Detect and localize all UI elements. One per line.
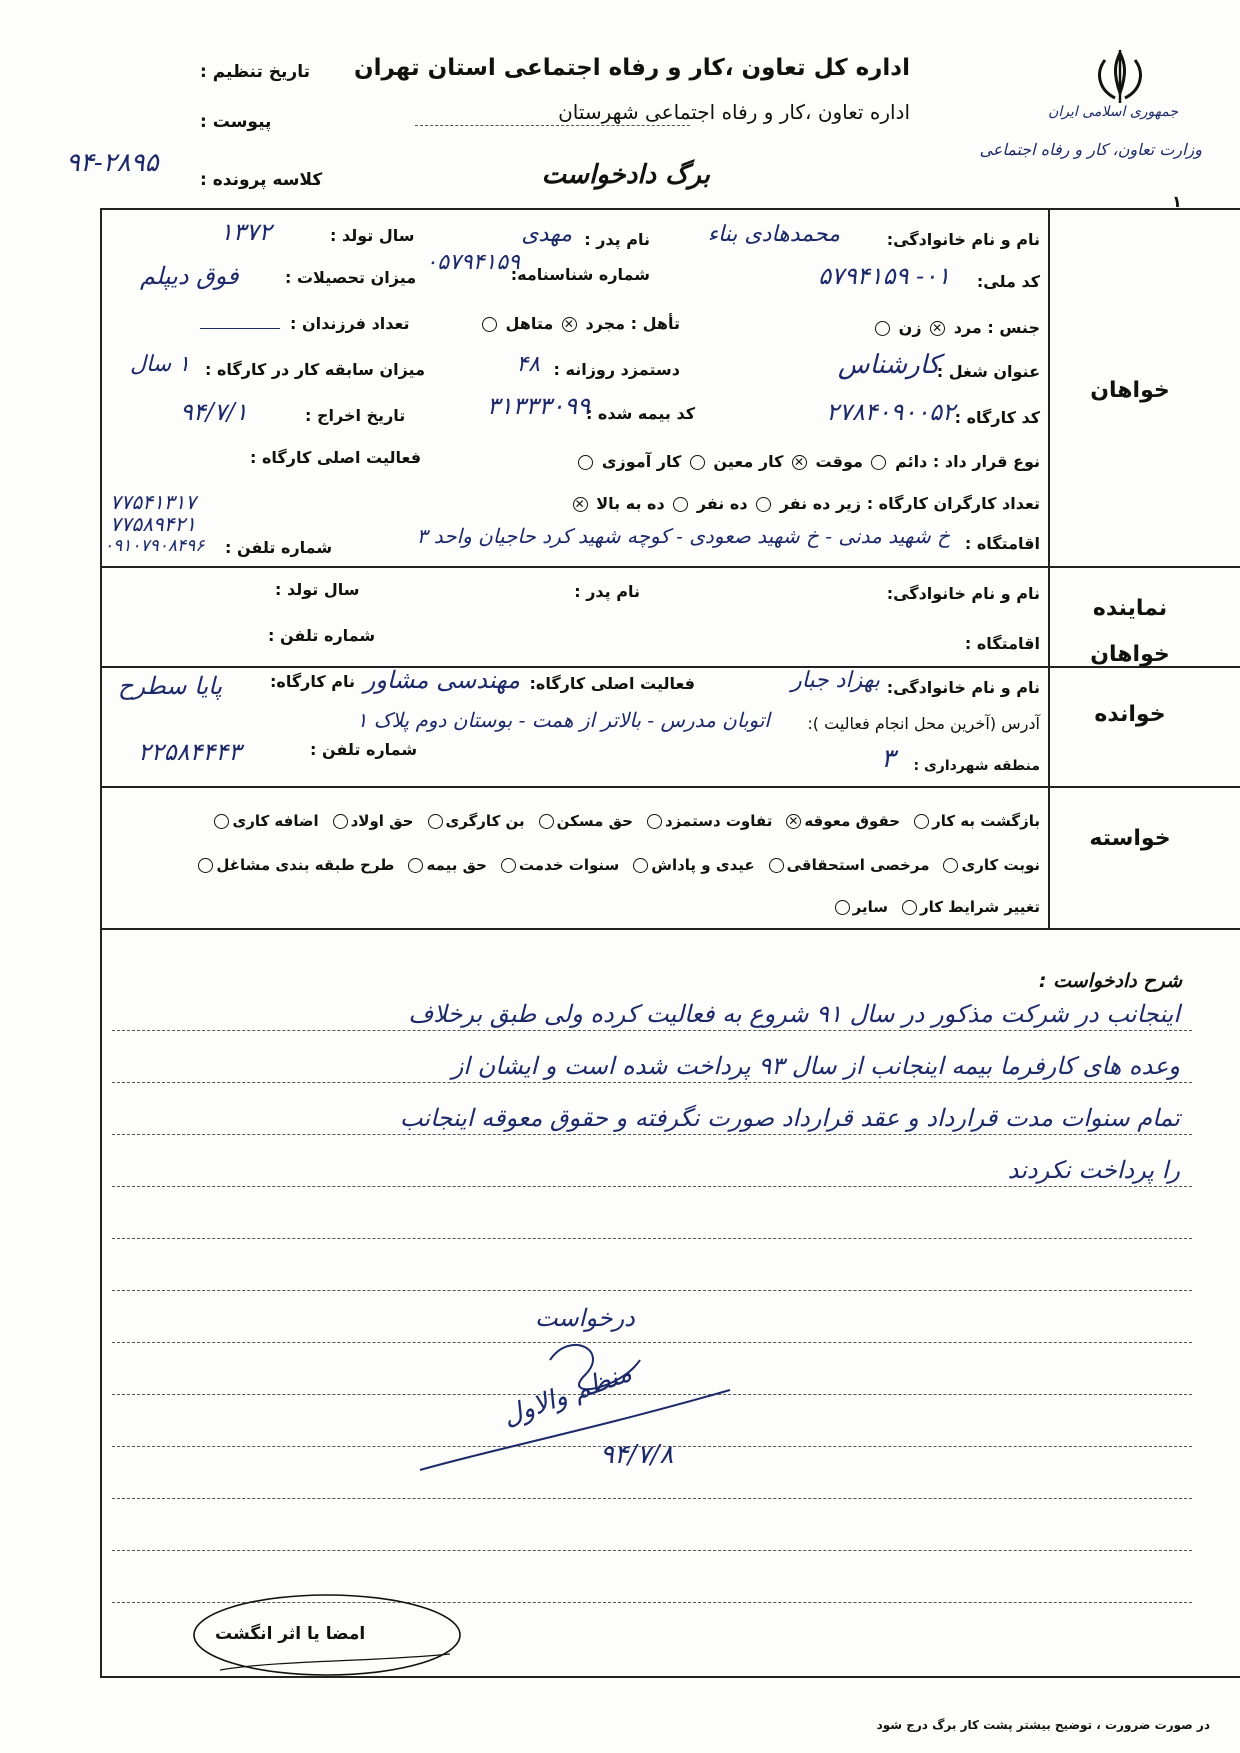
requests-row-1 [200,812,1040,830]
contract-fixed-label: کار معین [713,452,784,471]
emblem-caption: جمهوری اسلامی ایران [1048,104,1178,120]
ministry-caption: وزارت تعاون، کار و رفاه اجتماعی [979,140,1202,159]
contract-trainee-radio[interactable] [578,455,593,470]
city-line [415,125,690,126]
claimant-address: خ شهید مدنی - خ شهید صعودی - کوچه شهید کرد حاجیان واحد ۳ [416,524,950,548]
main-activity-label: فعالیت اصلی کارگاه : [250,448,422,467]
marital-field [479,314,680,333]
gender-field [872,318,1040,337]
resp-phone: ۲۲۵۸۴۴۴۳ [138,738,242,766]
resp-activity: مهندسی مشاور [363,666,520,694]
request-option-label: بن کارگری [445,812,525,830]
request-option-label: سنوات خدمت [518,856,620,874]
section-representative: نماینده خواهان [1090,596,1170,667]
claimant-name: محمدهادی بناء [707,222,840,247]
rule [112,1550,1192,1551]
contract-fixed-radio[interactable] [690,455,705,470]
requests-row-3 [821,898,1040,916]
file-number-label: کلاسه پرونده : [200,170,323,190]
claimant-father: مهدی [521,222,572,247]
marital-married-radio[interactable] [482,317,497,332]
request-option-radio[interactable] [647,814,662,829]
request-option-radio[interactable] [214,814,229,829]
dismissal-date-label: تاریخ اخراج : [305,406,406,425]
gender-male-label: جنس : مرد [953,318,1040,337]
attachment-label: پیوست : [200,112,272,132]
description-line-3: تمام سنوات مدت قرارداد و عقد قرارداد صورت نگرفته و حقوق معوقه اینجانب [399,1104,1180,1132]
resp-name: بهزاد جبار [791,668,880,693]
claimant-address-label: اقامتگاه : [964,534,1040,553]
claimant-birth-label: سال تولد : [330,226,415,245]
description-line-4: را پرداخت نکردند [1007,1156,1180,1184]
marital-single-label: تأهل : مجرد [585,314,680,333]
marital-married-label: متاهل [505,314,554,333]
section-requests: خواسته [1089,826,1171,851]
iran-emblem-icon [1085,48,1155,108]
request-option-radio[interactable] [501,858,516,873]
description-line-2: وعده های کارفرما بیمه اینجانب از سال ۹۳ پرداخت شده است و ایشان از [451,1052,1180,1080]
request-option-label: تفاوت دستمزد [664,812,773,830]
workers-ten-radio[interactable] [673,497,688,512]
request-option-radio[interactable] [902,900,917,915]
resp-address: اتوبان مدرس - بالاتر از همت - بوستان دوم پلاک ۱ [356,708,770,732]
contract-type-field [575,452,1040,471]
divider-3 [100,786,1240,788]
request-option-label: اضافه کاری [232,812,319,830]
resp-workshop-label: نام کارگاه: [270,672,355,691]
request-option-radio[interactable] [835,900,850,915]
claimant-name-label: نام و نام خانوادگی: [886,230,1040,249]
claimant-phone-1: ۷۷۵۴۱۳۱۷ [110,490,196,514]
description-label: شرح دادخواست : [1038,970,1182,992]
insurance-code-label: کد بیمه شده : [585,404,695,423]
sign-note-2: منظم والاول [498,1357,636,1433]
id-number-label: شماره شناسنامه: [510,265,650,284]
claimant-birth-year: ۱۳۷۲ [220,218,272,246]
rule [112,1082,1192,1083]
resp-activity-label: فعالیت اصلی کارگاه: [529,674,695,693]
form-title: برگ دادخواست [541,160,710,190]
rule [112,1498,1192,1499]
contract-temp-radio[interactable] [792,455,807,470]
national-code-label: کد ملی: [976,272,1040,291]
request-option-label: طرح طبقه بندی مشاغل [216,856,395,874]
sign-note-1: درخواست [535,1304,635,1332]
file-number: ۹۴-۲۸۹۵ [66,148,159,178]
request-option-label: بازگشت به کار [932,812,1040,830]
org-subtitle: اداره تعاون ،کار و رفاه اجتماعی شهرستان [558,100,910,124]
divider-1 [100,566,1240,568]
experience-label: میزان سابقه کار در کارگاه : [205,360,425,379]
request-option-radio[interactable] [198,858,213,873]
org-title: اداره کل تعاون ،کار و رفاه اجتماعی استان تهران [353,55,910,81]
job-title-label: عنوان شغل : [936,362,1040,381]
resp-district: ۳ [881,744,895,774]
request-option-label: مرخصی استحقاقی [786,856,930,874]
signature-mark-icon [410,1320,750,1480]
request-option-label: حق مسکن [556,812,633,830]
claimant-phone-2: ۷۷۵۸۹۴۲۱ [110,512,196,536]
divider-4 [100,928,1240,930]
section-respondent: خوانده [1094,702,1166,727]
national-code: ۰۱- ۵۷۹۴۱۵۹ [818,262,950,290]
marital-single-radio[interactable] [562,317,577,332]
workers-above-radio[interactable] [573,497,588,512]
education-label: میزان تحصیلات : [285,268,417,287]
request-option-label: تغییر شرایط کار [919,898,1040,916]
request-option-radio[interactable] [769,858,784,873]
request-option-radio[interactable] [408,858,423,873]
resp-name-label: نام و نام خانوادگی: [886,678,1040,697]
contract-temp-label: موقت [815,452,863,471]
requests-row-2 [184,856,1040,874]
request-option-radio[interactable] [633,858,648,873]
gender-male-radio[interactable] [930,321,945,336]
claimant-phone-label: شماره تلفن : [225,538,333,557]
claimant-father-label: نام پدر : [584,230,650,249]
request-option-radio[interactable] [943,858,958,873]
dismissal-date: ۹۴/۷/۱ [180,398,248,426]
rule [112,1030,1192,1031]
rule [112,1186,1192,1187]
request-option-radio[interactable] [539,814,554,829]
contract-permanent-label: نوع قرار داد : دائم [895,452,1040,471]
request-option-label: حق اولاد [350,812,414,830]
daily-wage: ۴۸ [516,352,540,377]
footer-note: در صورت ضرورت ، توضیح بیشتر پشت کار برگ درج شود [876,1718,1210,1732]
request-option-label: سایر [852,898,888,916]
resp-district-label: منطقه شهرداری : [913,758,1040,774]
workshop-code-label: کد کارگاه : [954,408,1040,427]
request-option-radio[interactable] [333,814,348,829]
id-number: ۰۵۷۹۴۱۵۹ [425,250,520,275]
sign-date: ۹۴/۷/۸ [600,1440,674,1470]
workers-ten-label: ده نفر [696,494,748,513]
rule [112,1290,1192,1291]
gender-female-label: زن [898,318,922,337]
insurance-code: ۳۱۳۳۳۰۹۹ [486,392,590,420]
contract-permanent-radio[interactable] [871,455,886,470]
request-option-radio[interactable] [786,814,801,829]
resp-address-label: آدرس (آخرین محل انجام فعالیت ): [807,714,1040,733]
workers-under-ten-radio[interactable] [756,497,771,512]
workers-count-field [570,494,1040,513]
description-line-1: اینجانب در شرکت مذکور در سال ۹۱ شروع به فعالیت کرده ولی طبق برخلاف [408,1000,1180,1028]
request-option-label: نوبت کاری [961,856,1040,874]
contract-trainee-label: کار آموزی [601,452,682,471]
workers-above-label: ده به بالا [596,494,665,513]
page-number: ۱ [1172,192,1182,211]
rule [112,1134,1192,1135]
gender-female-radio[interactable] [875,321,890,336]
section-divider [1048,208,1050,928]
experience: ۱ سال [130,352,190,377]
workers-under-ten-label: تعداد کارگران کارگاه : زیر ده نفر [779,494,1040,513]
rep-birth-label: سال تولد : [275,580,360,599]
request-option-label: حق بیمه [426,856,487,874]
rep-address-label: اقامتگاه : [964,634,1040,653]
rule [112,1238,1192,1239]
section-claimant: خواهان [1090,378,1170,403]
workshop-code: ۲۷۸۴۰۹۰۰۵۲ [826,398,955,426]
rep-phone-label: شماره تلفن : [268,626,376,645]
date-label: تاریخ تنظیم : [200,62,310,82]
signature-label: امضا یا اثر انگشت [215,1624,366,1644]
request-option-label: حقوق معوقه [804,812,901,830]
education: فوق دیپلم [140,262,239,290]
job-title: کارشناس [837,350,940,380]
claimant-phone-3: ۰۹۱۰۷۹۰۸۴۹۶ [104,536,205,556]
request-option-radio[interactable] [428,814,443,829]
resp-workshop: پایا سطرح [118,672,223,700]
children-value-dash [200,328,280,329]
resp-phone-label: شماره تلفن : [310,740,418,759]
daily-wage-label: دستمزد روزانه : [553,360,680,379]
request-option-radio[interactable] [914,814,929,829]
request-option-label: عیدی و پاداش [651,856,755,874]
rep-name-label: نام و نام خانوادگی: [886,584,1040,603]
children-label: تعداد فرزندان : [290,314,410,333]
rep-father-label: نام پدر : [574,582,640,601]
